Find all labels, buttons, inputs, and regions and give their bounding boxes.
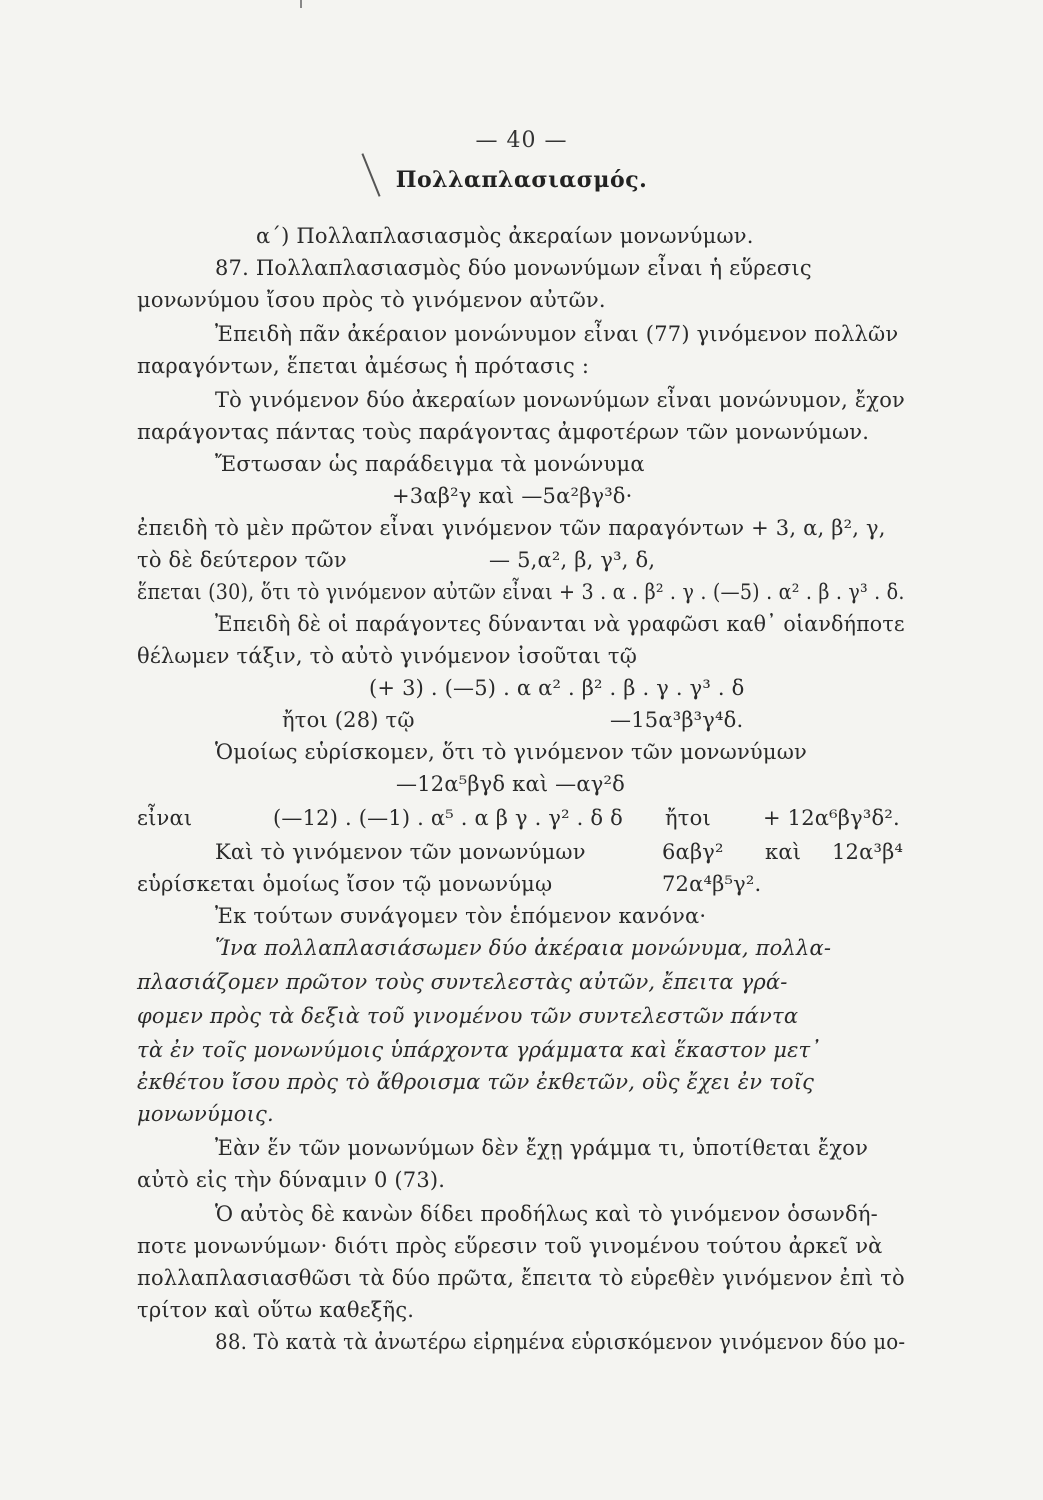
text-line: παράγοντας πάντας τοὺς παράγοντας ἀμφοτέρων τῶν μονωνύμων.	[137, 420, 870, 444]
text-line: τὸ δὲ δεύτερον τῶν	[137, 548, 347, 572]
text-line: Καὶ τὸ γινόμενον τῶν μονωνύμων	[215, 840, 586, 864]
text-line: παραγόντων, ἕπεται ἀμέσως ἡ πρότασις :	[137, 354, 590, 378]
rule-line: ἐκθέτου ἴσου πρὸς τὸ ἄθροισμα τῶν ἐκθετῶν, οὓς ἔχει ἐν τοῖς	[137, 1070, 815, 1094]
text-line: τρίτον καὶ οὕτω καθεξῆς.	[137, 1298, 415, 1322]
text-line: Ἐκ τούτων συνάγομεν τὸν ἑπόμενον κανόνα·	[215, 904, 707, 928]
formula-fragment: 12α³β⁴	[832, 840, 904, 864]
rule-line: πλασιάζομεν πρῶτον τοὺς συντελεστὰς αὐτῶν, ἔπειτα γρά-	[137, 970, 788, 994]
formula-line: —12α⁵βγδ καὶ —αγ²δ	[396, 772, 625, 796]
formula-fragment: 72α⁴β⁵γ².	[662, 872, 762, 896]
subsection-title: α΄) Πολλαπλασιασμὸς ἀκεραίων μονωνύμων.	[256, 224, 754, 248]
rule-line: μονωνύμοις.	[137, 1102, 274, 1126]
text-line: ἤτοι (28) τῷ	[282, 708, 415, 732]
text-line: αὐτὸ εἰς τὴν δύναμιν 0 (73).	[137, 1168, 446, 1192]
rule-line: τὰ ἐν τοῖς μονωνύμοις ὑπάρχοντα γράμματα καὶ ἕκαστον μετ᾽	[137, 1038, 822, 1062]
rule-line: Ἵνα πολλαπλασιάσωμεν δύο ἀκέραια μονώνυμα, πολλα-	[215, 936, 832, 960]
text-line: μονωνύμου ἴσου πρὸς τὸ γινόμενον αὐτῶν.	[137, 288, 606, 312]
text-line: 88. Τὸ κατὰ τὰ ἀνωτέρω εἰρημένα εὑρισκόμενον γινόμενον δύο μο-	[215, 1330, 906, 1354]
text-line: Ἐπειδὴ πᾶν ἀκέραιον μονώνυμον εἶναι (77) γινόμενον πολλῶν	[215, 322, 899, 346]
text-line: πολλαπλασιασθῶσι τὰ δύο πρῶτα, ἔπειτα τὸ εὑρεθὲν γινόμενον ἐπὶ τὸ	[137, 1266, 905, 1290]
formula-fragment: 6αβγ²	[662, 840, 724, 864]
text-line: Τὸ γινόμενον δύο ἀκεραίων μονωνύμων εἶναι μονώνυμον, ἔχον	[215, 388, 906, 412]
formula-line: +3αβ²γ καὶ —5α²βγ³δ·	[392, 484, 633, 508]
formula-line: (+ 3) . (—5) . α α² . β² . β . γ . γ³ . δ	[369, 676, 745, 700]
text-fragment: καὶ	[765, 840, 802, 864]
text-line: Ὁμοίως εὑρίσκομεν, ὅτι τὸ γινόμενον τῶν μονωνύμων	[215, 740, 808, 764]
text-line: Ὁ αὐτὸς δὲ κανὼν δίδει προδήλως καὶ τὸ γινόμενον ὁσωνδή-	[215, 1202, 878, 1226]
text-line: ἐπειδὴ τὸ μὲν πρῶτον εἶναι γινόμενον τῶν παραγόντων + 3, α, β², γ,	[137, 516, 886, 540]
text-line: Ἐπειδὴ δὲ οἱ παράγοντες δύνανται νὰ γραφῶσι καθ᾽ οἱανδήποτε	[215, 612, 905, 636]
text-line: Ἐὰν ἕν τῶν μονωνύμων δὲν ἔχῃ γράμμα τι, ὑποτίθεται ἔχον	[215, 1136, 869, 1160]
formula-fragment: (—12) . (—1) . α⁵ . α β γ . γ² . δ δ	[273, 806, 623, 830]
text-line: ἕπεται (30), ὅτι τὸ γινόμενον αὐτῶν εἶναι + 3 . α . β² . γ . (—5) . α² . β . γ³ . δ.	[137, 580, 905, 604]
text-line: Ἔστωσαν ὡς παράδειγμα τὰ μονώνυμα	[215, 452, 645, 476]
text-line: 87. Πολλαπλασιασμὸς δύο μονωνύμων εἶναι ἡ εὕρεσις	[215, 256, 812, 280]
formula-fragment: —15α³β³γ⁴δ.	[610, 708, 744, 732]
page-number: — 40 —	[475, 128, 568, 153]
margin-mark	[300, 0, 302, 8]
text-line: εὑρίσκεται ὁμοίως ἴσον τῷ μονωνύμῳ	[137, 872, 553, 896]
formula-fragment: + 12α⁶βγ³δ².	[763, 806, 900, 830]
formula-fragment: — 5,α², β, γ³, δ,	[489, 548, 656, 572]
rule-line: φομεν πρὸς τὰ δεξιὰ τοῦ γινομένου τῶν συντελεστῶν πάντα	[137, 1004, 799, 1028]
text-line: ποτε μονωνύμων· διότι πρὸς εὕρεσιν τοῦ γινομένου τούτου ἀρκεῖ νὰ	[137, 1234, 883, 1258]
text-line: θέλωμεν τάξιν, τὸ αὐτὸ γινόμενον ἰσοῦται τῷ	[137, 644, 638, 668]
text-fragment: ἤτοι	[665, 806, 711, 830]
section-heading: Πολλαπλασιασμός.	[395, 167, 648, 193]
text-line: εἶναι	[137, 806, 193, 830]
